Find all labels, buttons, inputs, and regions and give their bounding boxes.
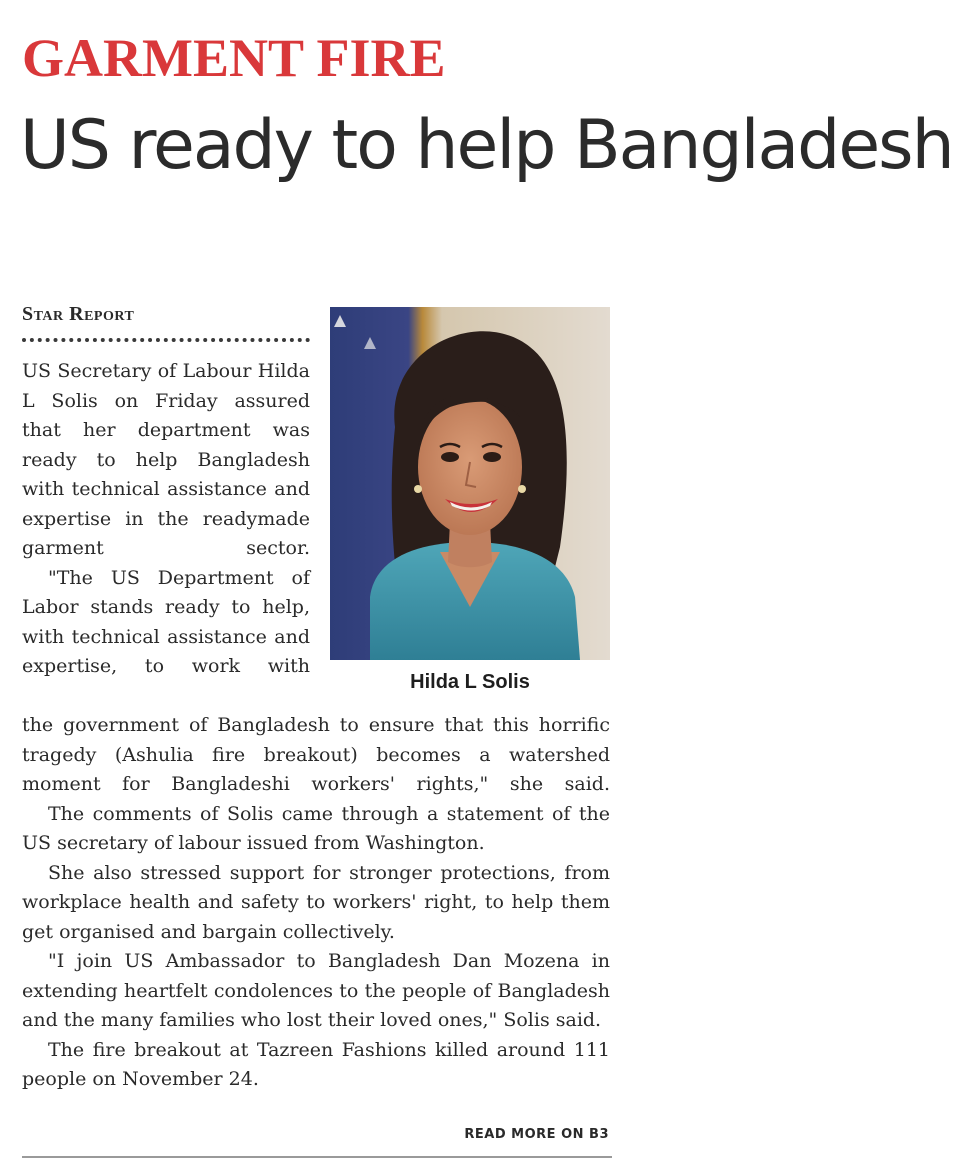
dotted-divider: [22, 338, 310, 342]
paragraph-5-text: "I join US Ambassador to Bangladesh Dan Mozena in extending heartfelt condolences to the people of Bangladesh and the many families who lost their loved ones," Solis said.: [22, 950, 610, 1031]
paragraph-1-text: US Secretary of Labour Hilda L Solis on Friday assured that her department was ready to help Bangladesh with technical assistance and expertise in the readymade garment sector.: [22, 360, 310, 559]
paragraph-2-end: [22, 711, 610, 800]
paragraph-6: [22, 1036, 610, 1095]
portrait-photo: [330, 307, 610, 660]
section-kicker: GARMENT FIRE: [22, 28, 446, 88]
paragraph-3: [22, 800, 610, 859]
paragraph-5: [22, 947, 610, 1036]
paragraph-2-text-end: the government of Bangladesh to ensure that this horrific tragedy (Ashulia fire breakout) becomes a watershed moment for Bangladeshi workers' rights," she said.: [22, 714, 610, 795]
paragraph-2-start: [22, 564, 310, 682]
photo-caption: Hilda L Solis: [410, 671, 530, 693]
article-body-narrow: [22, 357, 310, 682]
paragraph-6-text: The fire breakout at Tazreen Fashions killed around 111 people on November 24.: [22, 1038, 610, 1090]
headline: US ready to help Bangladesh: [20, 106, 953, 185]
byline: Star Report: [22, 303, 135, 325]
paragraph-3-text: The comments of Solis came through a statement of the US secretary of labour issued from Washington.: [22, 802, 610, 854]
bottom-rule: [22, 1156, 612, 1158]
paragraph-1: [22, 357, 310, 564]
article-body-full: [22, 711, 610, 1095]
paragraph-4: [22, 859, 610, 948]
paragraph-2-text-start: "The US Department of Labor stands ready to help, with technical assistance and expertise, to work with: [22, 566, 310, 677]
read-more-link[interactable]: READ MORE ON B3: [464, 1127, 609, 1142]
paragraph-4-text: She also stressed support for stronger protections, from workplace health and safety to workers' right, to help them get organised and bargain collectively.: [22, 861, 610, 943]
